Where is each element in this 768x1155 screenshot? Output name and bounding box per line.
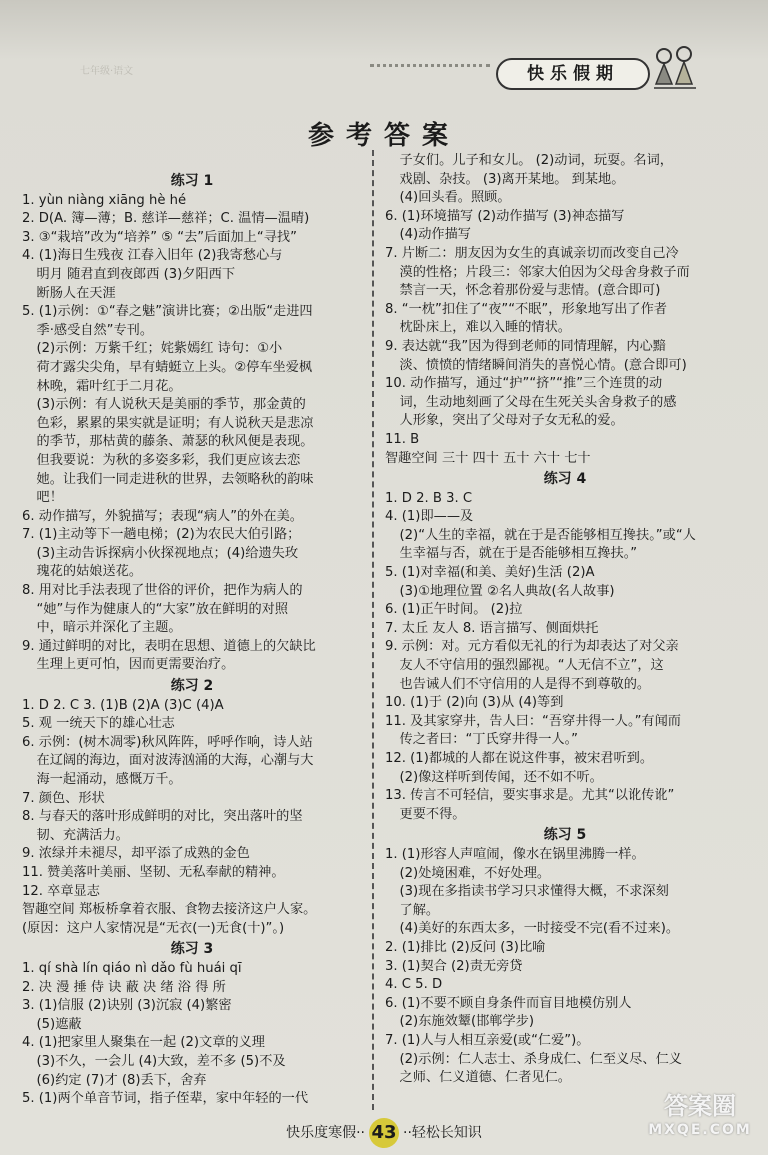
- watermark-line-1: 答案圈: [664, 1092, 736, 1120]
- column-divider: [372, 150, 374, 1110]
- answer-line: 词，生动地刻画了父母在生死关头舍身救子的感: [399, 394, 677, 410]
- answer-line: 3. ③“栽培”改为“培养” ⑤ “去”后面加上“寻找”: [22, 229, 297, 245]
- answer-line: 6. (1)正午时间。 (2)拉: [385, 602, 523, 618]
- answer-line: 在辽阔的海边，面对波涛汹涌的大海，心潮与大: [36, 753, 314, 769]
- footer-left-text: 快乐度寒假··: [286, 1125, 365, 1141]
- answer-line: 的季节，那枯黄的藤条、萧瑟的秋风便是表现。: [36, 434, 314, 450]
- kids-mascot-icon: [650, 44, 698, 90]
- left-column: [22, 170, 362, 1109]
- answer-line: “她”与作为健康人的“大家”放在鲜明的对照: [36, 601, 289, 617]
- answer-line: 5. 观 一统天下的雄心壮志: [22, 716, 175, 732]
- answer-line: 1. qí shà lín qiáo nì dǎo fù huái qī: [22, 960, 242, 976]
- answer-line: (3)主动告诉探病小伙探视地点；(4)给遗失玫: [36, 545, 299, 561]
- answer-line: 瑰花的姑娘送花。: [36, 564, 143, 580]
- answer-line: 色彩，累累的果实就是证明；有人说秋天是悲凉: [36, 415, 314, 431]
- answer-line: 12. (1)都城的人都在说这件事，被宋君听到。: [385, 751, 654, 766]
- answer-line: 中，暗示并深化了主题。: [36, 620, 182, 636]
- answer-line: 7. 颜色、形状: [22, 790, 105, 806]
- answer-line: 1. D 2. C 3. (1)B (2)A (3)C (4)A: [22, 697, 224, 713]
- answer-line: 4. C 5. D: [385, 977, 443, 993]
- answer-line: 8. 用对比手法表现了世俗的评价，把作为病人的: [22, 583, 303, 599]
- answer-line: (4)动作描写: [399, 227, 471, 243]
- answer-line: 7. (1)人与人相互亲爱(或“仁爱”)。: [385, 1032, 590, 1048]
- section-heading: 练习 3: [170, 941, 214, 958]
- answer-line: 11. 及其家穿井，告人曰：“吾穿井得一人。”有闻而: [385, 713, 681, 729]
- answer-line: 7. 太丘 友人 8. 语言描写、侧面烘托: [385, 620, 599, 636]
- answer-line: 1. (1)形容人声喧闹，像水在锅里沸腾一样。: [385, 846, 645, 862]
- answer-line: 9. 表达就“我”因为得到老师的同情理解，内心黯: [385, 338, 666, 354]
- answer-line: (4)美好的东西太多，一时接受不完(看不过来)。: [399, 921, 680, 937]
- answer-line: 1. yùn niàng xiāng hè hé: [22, 192, 187, 208]
- answer-line: 5. (1)对幸福(和美、美好)生活 (2)A: [385, 565, 595, 581]
- answer-line: 5. (1)示例：①“春之魅”演讲比赛；②出版“走进四: [22, 304, 313, 320]
- answer-line: 韧、充满活力。: [36, 827, 129, 843]
- answer-line: 12. 卒章显志: [22, 883, 100, 899]
- answer-line: (3)①地理位置 ②名人典故(名人故事): [399, 583, 615, 599]
- section-heading: 练习 5: [543, 827, 587, 844]
- answer-line: 季·感受自然”专刊。: [36, 322, 154, 338]
- answer-line: 枕卧床上，难以入睡的情状。: [399, 320, 571, 336]
- section-heading: 练习 1: [170, 173, 214, 189]
- answer-line: 4. (1)把家里人聚集在一起 (2)文章的义理: [22, 1035, 265, 1051]
- answer-line: 9. 示例：对。元方看似无礼的行为却表达了对父亲: [385, 639, 679, 655]
- answer-line: (3)不久，一会儿 (4)大致，差不多 (5)不及: [36, 1053, 286, 1069]
- answer-line: 2. D(A. 簿—薄；B. 慈详—慈祥；C. 温情—温晴): [22, 211, 310, 227]
- right-column: [385, 152, 745, 1088]
- answer-line: (3)示例：有人说秋天是美丽的季节，那金黄的: [36, 397, 306, 413]
- answer-line: 戏剧、杂技。 (3)离开某地。 到某地。: [399, 171, 625, 187]
- answer-line: (2)示例：万紫千红；姹紫嫣红 诗句：①小: [36, 341, 283, 357]
- answer-line: 10. (1)于 (2)向 (3)从 (4)等到: [385, 695, 564, 711]
- answer-line: (5)遮蔽: [36, 1016, 82, 1032]
- answer-line: 荷才露尖尖角，早有蜻蜓立上头。②停车坐爱枫: [36, 359, 313, 375]
- answer-line: 淡、愤愤的情绪瞬间消失的喜悦心情。(意合即可): [399, 357, 687, 373]
- answer-line: 生理上更可怕，因而更需要治疗。: [36, 657, 235, 673]
- answer-line: 子女们。儿子和女儿。 (2)动词，玩耍。名词，: [399, 153, 673, 168]
- answer-line: 3. (1)契合 (2)责无旁贷: [385, 958, 523, 974]
- answer-line: 2. (1)排比 (2)反问 (3)比喻: [385, 939, 546, 955]
- answer-line: 1. D 2. B 3. C: [385, 490, 473, 506]
- answer-line: 8. 与春天的落叶形成鲜明的对比，突出落叶的坚: [22, 809, 303, 825]
- answer-line: 她。让我们一同走进秋的世界，去领略秋的韵味: [36, 471, 314, 487]
- answer-line: (2)东施效颦(邯郸学步): [399, 1014, 534, 1030]
- answer-line: 人形象，突出了父母对子女无私的爱。: [399, 413, 624, 429]
- faint-header-text: 七年级·语文: [80, 66, 134, 77]
- answer-line: (2)处境困难，不好处理。: [399, 865, 551, 881]
- answer-line: 禁言一天，怀念着那份爱与悲情。(意合即可): [399, 283, 661, 299]
- answer-line: 智趣空间 三十 四十 五十 六十 七十: [385, 450, 591, 466]
- section-heading: 练习 4: [543, 471, 587, 488]
- answer-line: 5. (1)两个单音节词，指子侄辈，家中年轻的一代: [22, 1091, 309, 1107]
- answer-line: 9. 通过鲜明的对比，表明在思想、道德上的欠缺比: [22, 638, 316, 654]
- answer-line: (2)像这样听到传闻，还不如不听。: [399, 769, 603, 785]
- answer-line: 明月 随君直到夜郎西 (3)夕阳西下: [36, 266, 236, 282]
- answer-line: 之师、仁义道德、仁者见仁。: [399, 1070, 571, 1086]
- answer-line: 2. 决 漫 捶 侍 诀 蔽 决 绪 浴 得 所: [22, 979, 226, 995]
- page-number: 43: [369, 1118, 399, 1148]
- answer-line: 13. 传言不可轻信，要实事求是。尤其“以讹传讹”: [385, 788, 675, 804]
- answer-line: (3)现在多指读书学习只求懂得大概，不求深刻: [399, 884, 669, 900]
- brand-badge: 快乐假期: [496, 58, 650, 90]
- answer-line: 10. 动作描写，通过“护”“挤”“推”三个连贯的动: [385, 376, 663, 392]
- answer-line: 传之者曰：“丁氏穿井得一人。”: [399, 732, 579, 748]
- answer-line: 11. B: [385, 431, 420, 447]
- answer-line: 友人不守信用的强烈鄙视。“人无信不立”，这: [399, 658, 664, 674]
- answer-line: (2)“人生的幸福，就在于是否能够相互搀扶。”或“人: [399, 527, 696, 543]
- answer-line: 生幸福与否，就在于是否能够相互搀扶。”: [399, 546, 638, 562]
- answer-line: 3. (1)信服 (2)诀别 (3)沉寂 (4)繁密: [22, 998, 232, 1014]
- answer-line: (6)约定 (7)才 (8)丢下，舍弃: [36, 1072, 207, 1088]
- answer-line: 智趣空间 郑板桥拿着衣服、食物去接济这户人家。: [22, 902, 317, 918]
- answer-line: 也告诫人们不守信用的人是得不到尊敬的。: [399, 676, 651, 692]
- answer-line: 海一起涌动，感慨万千。: [36, 772, 182, 787]
- answer-line: 断肠人在天涯: [36, 285, 116, 301]
- footer-right-text: ··轻松长知识: [403, 1125, 482, 1141]
- answer-line: 4. (1)海日生残夜 江春入旧年 (2)我寄愁心与: [22, 248, 283, 264]
- watermark-logo: [640, 1090, 760, 1150]
- answer-line: 6. 示例：(树木凋零)秋风阵阵，呼呼作响，诗人站: [22, 734, 313, 750]
- watermark-line-2: MXQE.COM: [648, 1122, 752, 1138]
- answer-line: 8. “一枕”扣住了“夜”“不眠”，形象地写出了作者: [385, 301, 667, 317]
- answer-line: 7. 片断二：朋友因为女生的真诚亲切而改变自己冷: [385, 245, 679, 261]
- answer-line: 漠的性格；片段三：邻家大伯因为父母舍身救子而: [399, 264, 690, 280]
- answer-line: 7. (1)主动等下一趟电梯；(2)为农民大伯引路；: [22, 527, 301, 543]
- answer-line: 但我要说：为秋的多姿多彩，我们更应该去恋: [36, 452, 301, 468]
- answer-line: 6. 动作描写，外貌描写；表现“病人”的外在美。: [22, 508, 303, 524]
- answer-line: 更要不得。: [399, 806, 466, 822]
- answer-line: 9. 浓绿并未褪尽，却平添了成熟的金色: [22, 846, 250, 862]
- answer-line: 吧！: [36, 490, 63, 506]
- answer-line: (2)示例：仁人志士、杀身成仁、仁至义尽、仁义: [399, 1051, 682, 1067]
- answer-line: 11. 赞美落叶美丽、坚韧、无私奉献的精神。: [22, 864, 285, 880]
- header-dots: [370, 64, 490, 67]
- answer-line: 6. (1)环境描写 (2)动作描写 (3)神态描写: [385, 208, 625, 224]
- page-title: 参考答案: [307, 121, 460, 151]
- answer-line: 4. (1)即——及: [385, 509, 474, 525]
- answer-line: 6. (1)不要不顾自身条件而盲目地模仿别人: [385, 995, 632, 1011]
- answer-line: 了解。: [399, 902, 440, 918]
- answer-line: (原因：这户人家情况是“无衣(一)无食(十)”。): [22, 920, 285, 936]
- answer-line: 林晚，霜叶红于二月花。: [36, 378, 182, 394]
- answer-line: (4)回头看。照顾。: [399, 190, 511, 206]
- section-heading: 练习 2: [170, 678, 214, 695]
